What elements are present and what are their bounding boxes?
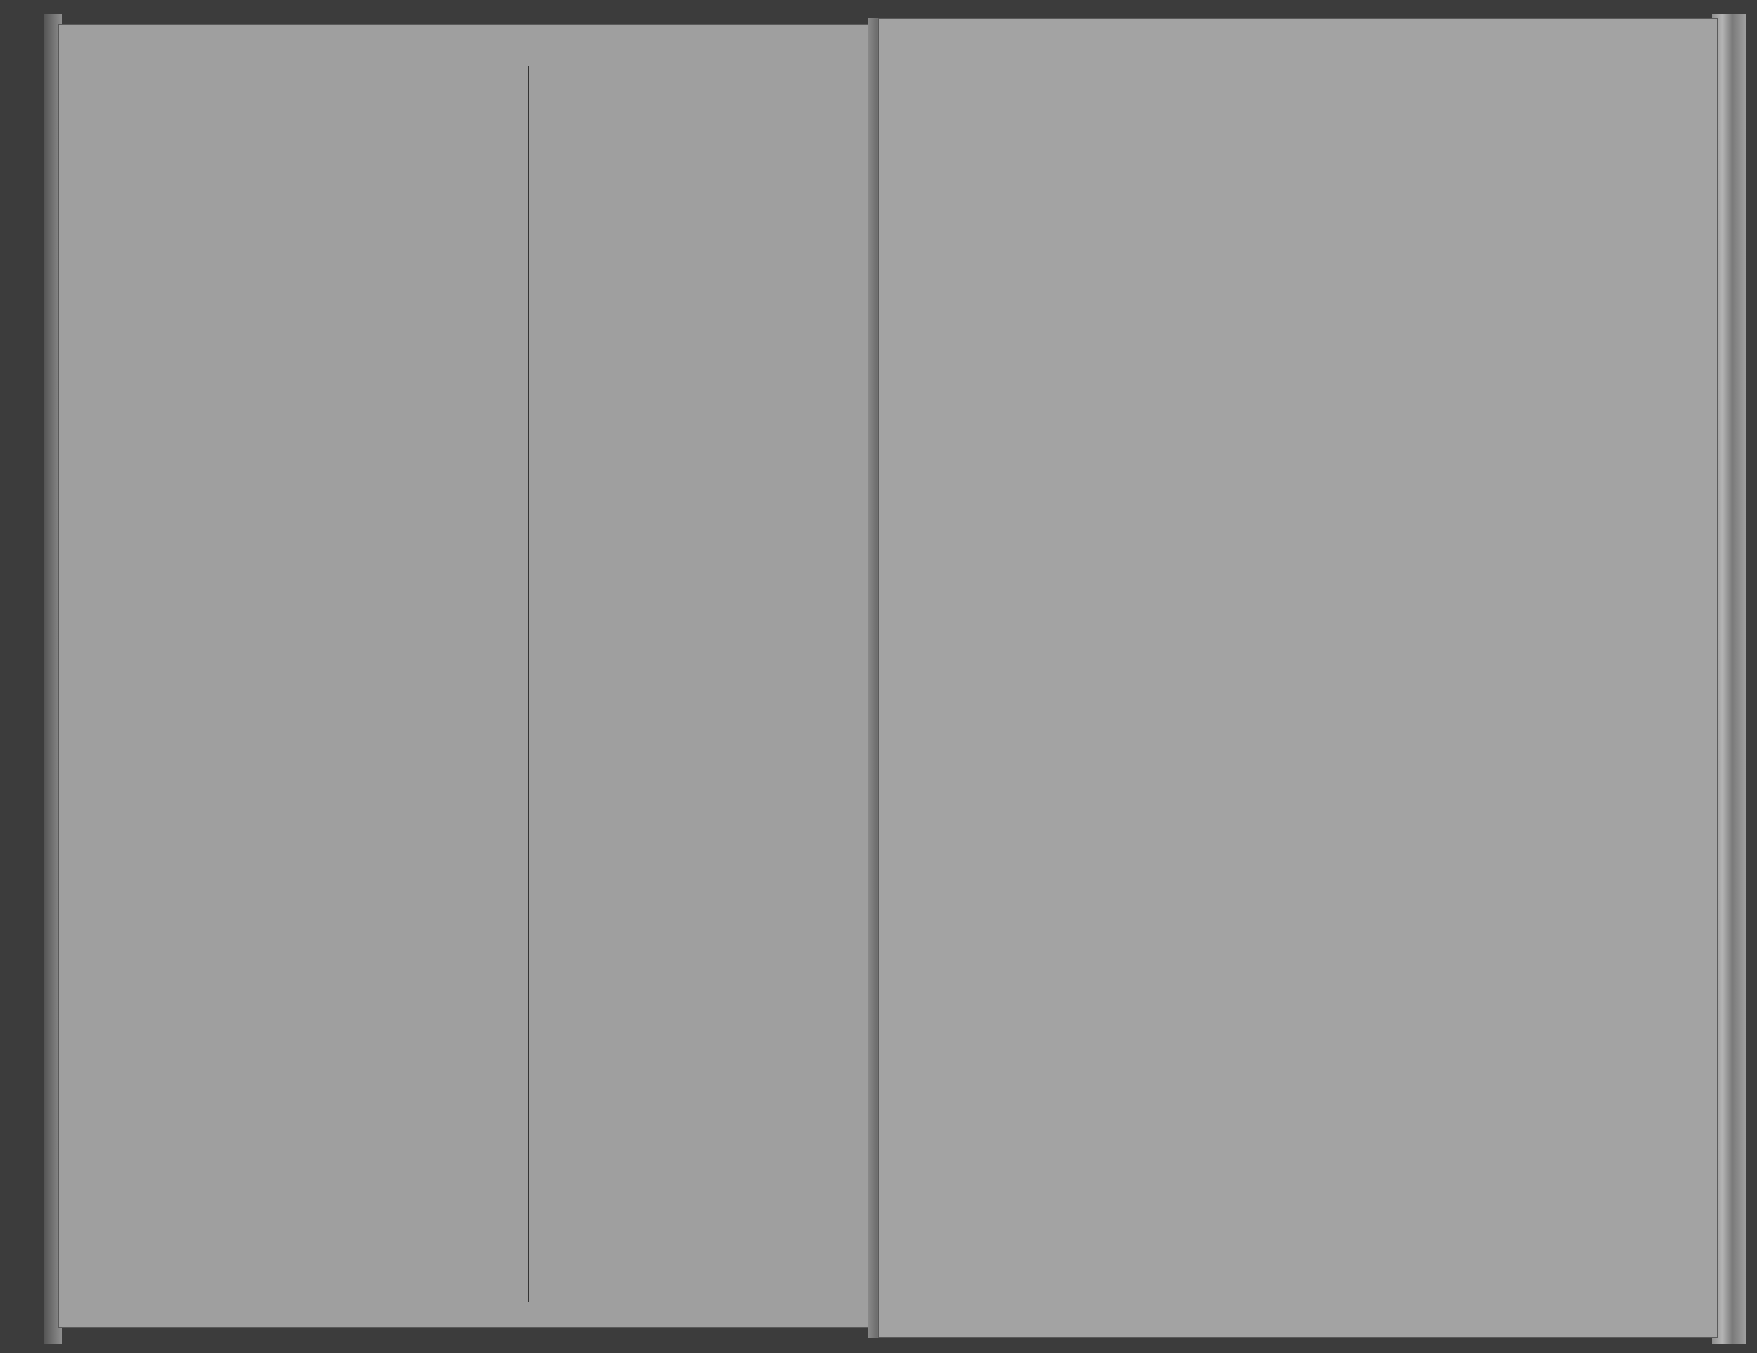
column-divider <box>528 66 529 1302</box>
census-table <box>878 18 1718 1338</box>
left-page <box>58 24 878 1328</box>
right-page <box>878 18 1718 1338</box>
